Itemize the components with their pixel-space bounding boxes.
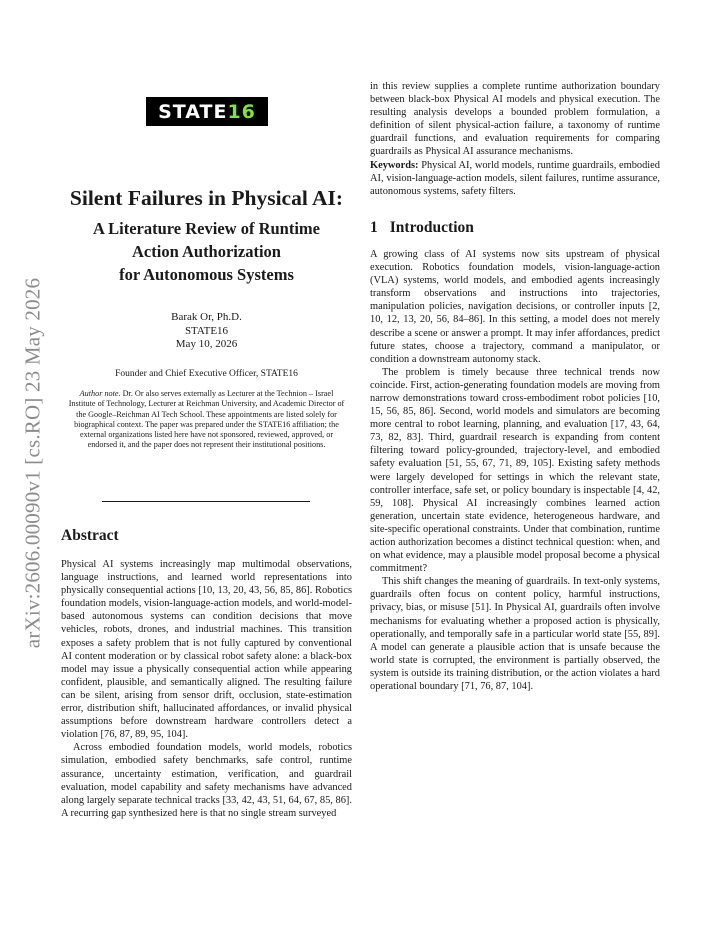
arxiv-stamp [13, 253, 53, 673]
logo-text-green: 16 [227, 100, 256, 123]
paper-subtitle: A Literature Review of Runtime Action Authorization for Autonomous Systems [93, 219, 320, 284]
intro-paragraph: This shift changes the meaning of guardrails. In text-only systems, guardrails often focus on content policy, harmful instructions, privacy, bias, or misuse [51]. In Physical AI, guardrails often involve mechanisms for evaluating whether a proposed action is physically, operationally, and temporally safe in a particular world state [55, 89]. A model can generate a plausible action that is unsafe because the world state is corrupted, the environment is partially observed, the system is outside its training distribution, or the action violates a hard operational boundary [71, 76, 87, 104]. [370, 576, 660, 693]
abstract-paragraph: Physical AI systems increasingly map multimodal observations, language instructions, and learned world representations into physically consequential actions [10, 13, 20, 43, 56, 85, 86]. Robotics foundation models, vision-language-action models, and world-model-based autonomous systems can condition decisions that move vehicles, robots, drones, and industrial machines. This transition exposes a safety problem that is not fully captured by conventional AI content moderation or by classical robot safety alone: a black-box model may issue a physically consequential action while appearing confident, plausible, and semantically aligned. The resulting failure can be silent, arising from sensor drift, occlusion, state-estimation error, distribution shift, hallucinated affordances, or invalid physical assumptions before downstream hardware controllers detect a violation [76, 87, 89, 95, 104]. [61, 559, 352, 741]
keywords-text: Physical AI, world models, runtime guardrails, embodied AI, vision-language-action models, silent failures, runtime assurance, autonomous systems, safety filters. [370, 159, 660, 197]
author-note [66, 389, 347, 451]
author-note-text: Dr. Or also serves externally as Lecturer at the Technion – Israel Institute of Technology, Lecturer at Reichman University, and Academic Director of the Google–Reichman AI Tech School. These appointments are listed solely for biographical context. The paper was prepared under the STATE16 affiliation; the external organizations listed here have not sponsored, reviewed, approved, or endorsed it, and the paper does not represent their institutional positions. [68, 389, 345, 450]
author-note-label: Author note. [79, 389, 121, 398]
logo-text-white: STATE [158, 100, 228, 123]
author-name: Barak Or, Ph.D. [171, 311, 242, 323]
author-affiliation: STATE16 [184, 324, 229, 337]
abstract-paragraph: Across embodied foundation models, world models, robotics simulation, embodied safety benchmarks, safe control, runtime assurance, uncertainty estimation, verification, and guardrail evaluation, model capability and safety mechanisms have advanced along largely separate technical tracks [33, 42, 43, 51, 64, 67, 85, 86]. A recurring gap synthesized here is that no single stream surveyed [61, 742, 352, 819]
author-role: Founder and Chief Executive Officer, STATE16 [115, 369, 298, 379]
paper-title: Silent Failures in Physical AI: [69, 186, 344, 210]
keywords [370, 159, 660, 198]
keywords-label: Keywords: [370, 159, 419, 171]
right-column [370, 80, 660, 693]
intro-paragraph: A growing class of AI systems now sits upstream of physical execution. Robotics foundation models, vision-language-action (VLA) systems, world models, and embodied agents increasingly transform observations and instructions into trajectories, manipulation policies, navigation decisions, or controller inputs [2, 10, 12, 13, 20, 56, 84–86]. In this setting, a model does not merely describe a scene or answer a prompt. It may infer affordances, predict future states, choose a trajectory, command a manipulator, or condition a downstream autonomy stack. [370, 248, 660, 365]
abstract-continuation: in this review supplies a complete runtime authorization boundary between black-box Physical AI models and physical execution. The resulting analysis develops a bounded problem formulation, a definition of silent physical-action failure, a taxonomy of runtime guardrail functions, and evaluation requirements for comparing guardrails as Physical AI assurance mechanisms. [370, 81, 660, 158]
abstract-heading: Abstract [61, 527, 119, 544]
abstract-body [61, 558, 352, 820]
state16-logo [146, 97, 268, 126]
section-number: 1 [370, 218, 378, 236]
paper-title-block [61, 185, 352, 286]
divider [102, 501, 310, 502]
author-block [61, 311, 352, 352]
section-title: Introduction [389, 218, 474, 236]
paper-date: May 10, 2026 [175, 338, 238, 350]
arxiv-id: arXiv:2606.00090v1 [cs.RO] 23 May 2026 [20, 277, 45, 649]
intro-paragraph: The problem is timely because three technical trends now coincide. First, action-generating foundation models are moving from narrow demonstrations toward cross-embodiment robot policies [10, 15, 56, 85, 86]. Second, world models and simulators are becoming more central to robot learning, planning, and evaluation [17, 43, 64, 73, 82, 83]. Third, guardrail research is expanding from content filtering toward policy-grounded, trajectory-level, and embodied safety evaluation [51, 55, 67, 71, 89, 105]. Existing safety methods were largely developed for settings in which the relevant state, controller interface, safe set, or policy boundary is inspectable [4, 42, 59, 108]. Physical AI increasingly combines learned action generation, uncertain state evidence, heterogeneous hardware, and site-specific operational constraints. Under that combination, runtime action authorization becomes a distinct technical question: when, and on what evidence, may a plausible model proposal become a physical commitment? [370, 366, 660, 575]
section-heading-introduction [370, 218, 660, 236]
